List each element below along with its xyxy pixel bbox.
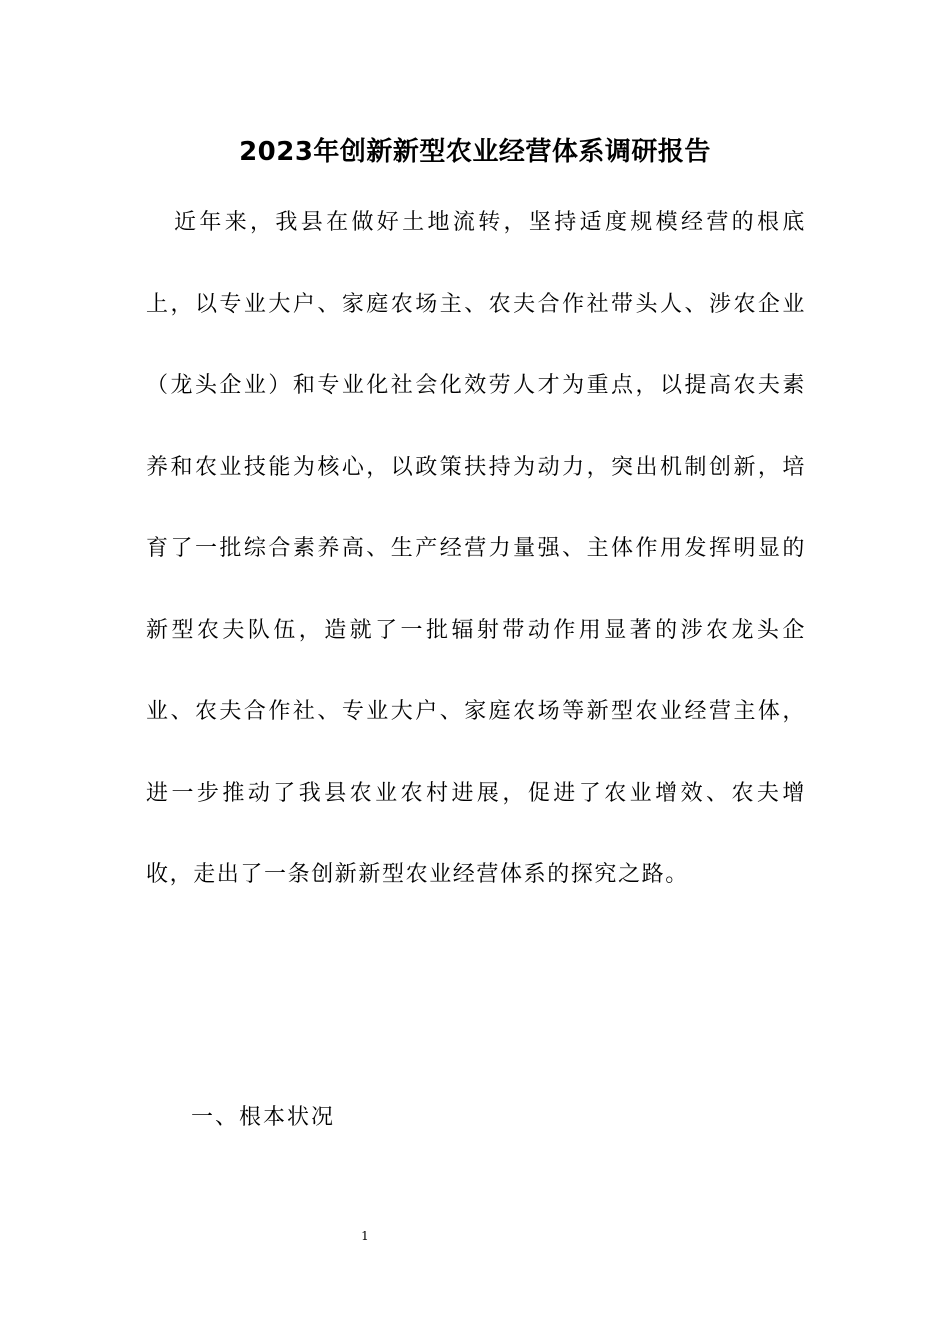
paragraph-line: 上，以专业大户、家庭农场主、农夫合作社带头人、涉农企业 bbox=[146, 291, 806, 317]
document-title: 2023年创新新型农业经营体系调研报告 bbox=[239, 137, 711, 167]
paragraph-line: 育了一批综合素养高、生产经营力量强、主体作用发挥明显的 bbox=[146, 536, 806, 561]
page-number: 1 bbox=[361, 1229, 369, 1243]
paragraph-line: 近年来，我县在做好土地流转，坚持适度规模经营的根底 bbox=[174, 210, 806, 235]
paragraph-line: 养和农业技能为核心，以政策扶持为动力，突出机制创新，培 bbox=[146, 454, 806, 480]
paragraph-line: 业、农夫合作社、专业大户、家庭农场等新型农业经营主体， bbox=[146, 699, 806, 724]
paragraph-line: （龙头企业）和专业化社会化效劳人才为重点，以提高农夫素 bbox=[146, 373, 806, 398]
intro-paragraph bbox=[146, 182, 806, 916]
paragraph-line: 进一步推动了我县农业农村进展，促进了农业增效、农夫增 bbox=[146, 780, 806, 806]
section-heading: 一、根本状况 bbox=[191, 1105, 336, 1130]
paragraph-line: 新型农夫队伍，造就了一批辐射带动作用显著的涉农龙头企 bbox=[146, 617, 806, 643]
paragraph-line: 收，走出了一条创新新型农业经营体系的探究之路。 bbox=[146, 862, 689, 887]
